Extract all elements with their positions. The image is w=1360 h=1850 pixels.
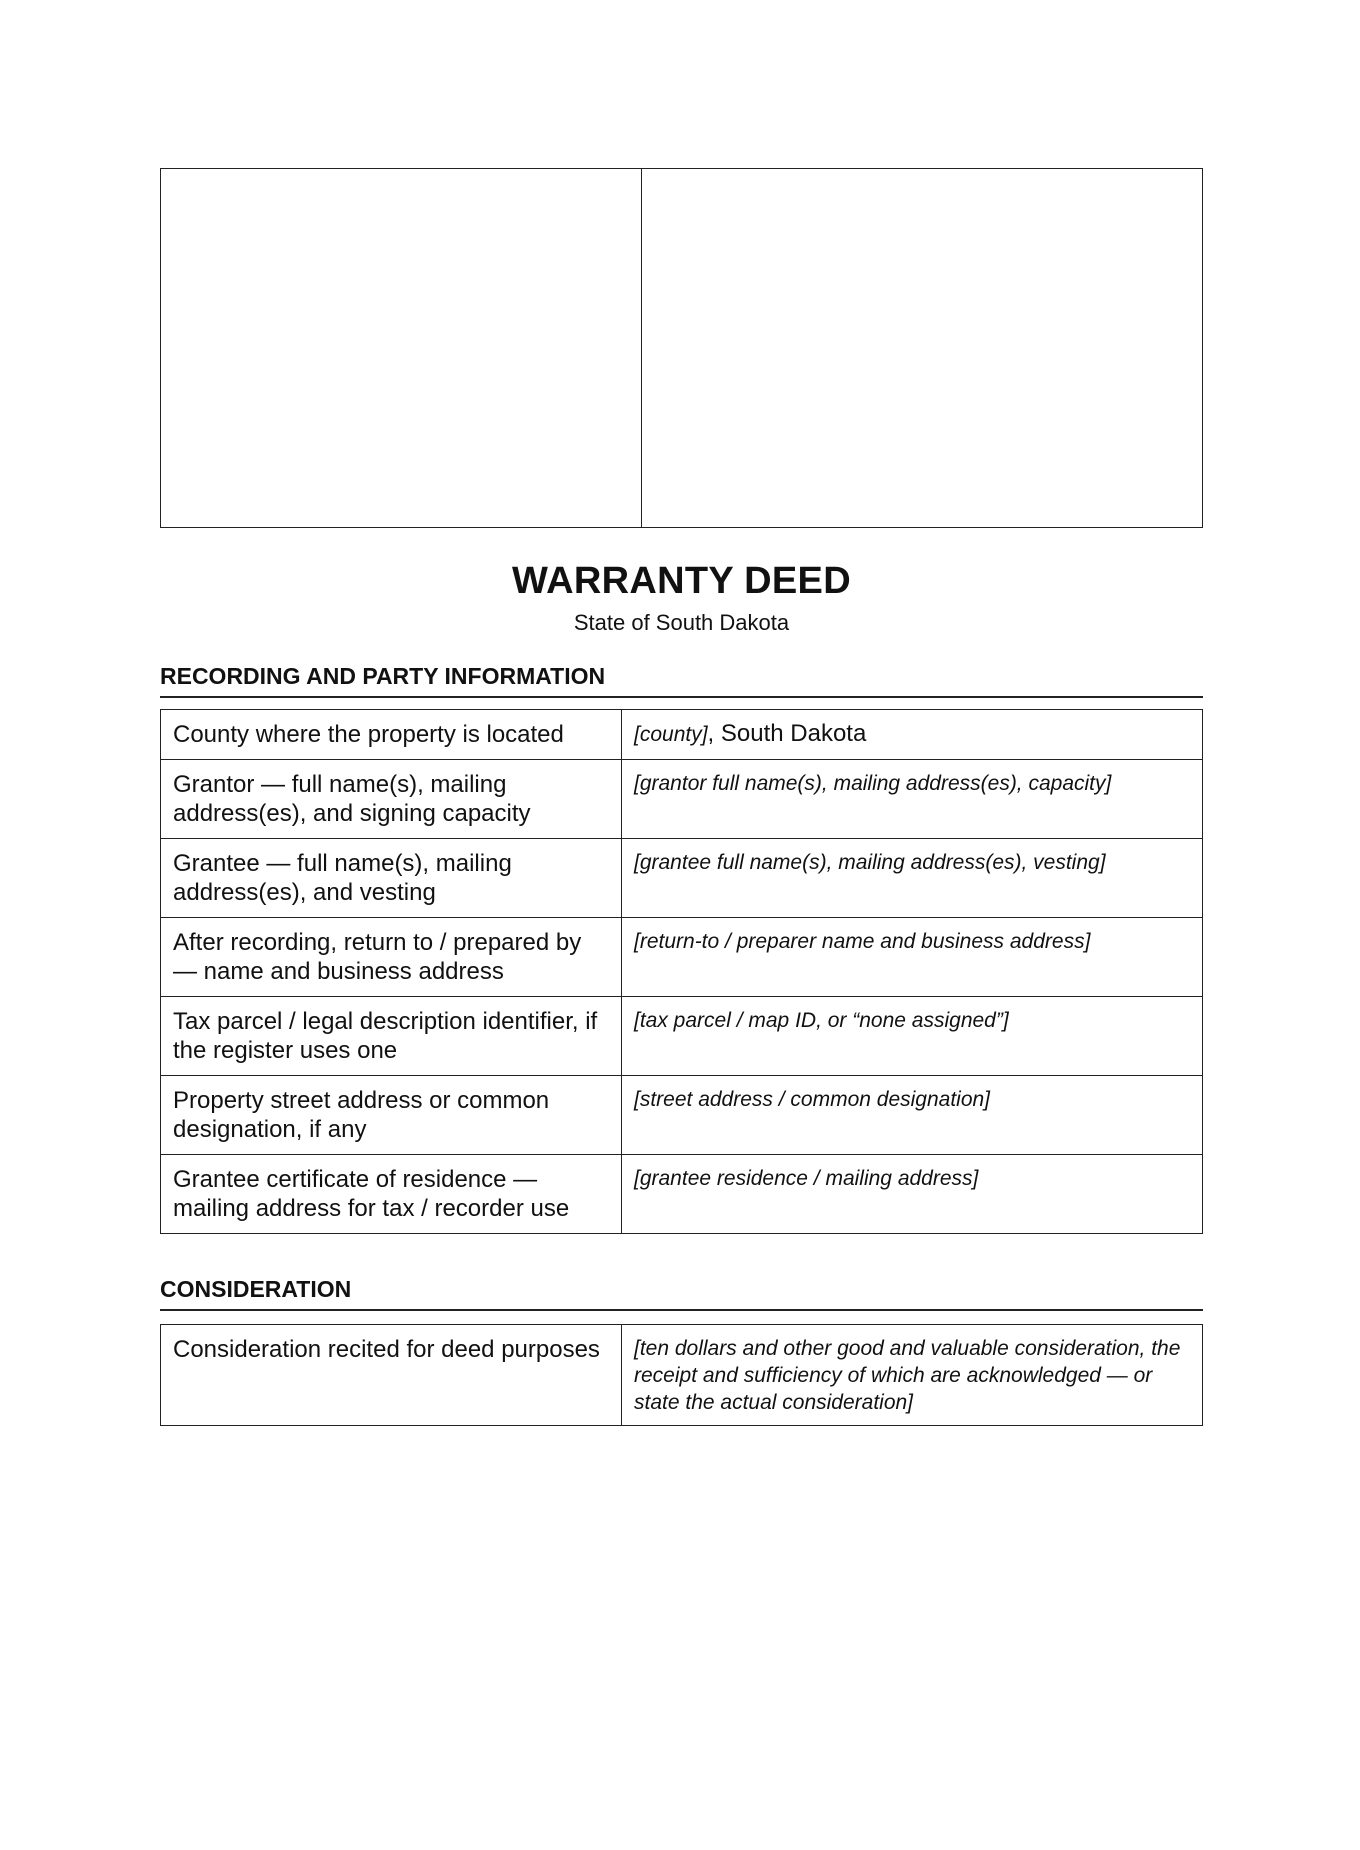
consideration-table: [160, 1324, 1203, 1426]
document-title: WARRANTY DEED: [512, 560, 851, 602]
table-row: [161, 1325, 1203, 1426]
row-label: After recording, return to / prepared by — name and business address: [161, 918, 622, 997]
row-value[interactable]: [grantor full name(s), mailing address(es), capacity]: [622, 760, 1203, 839]
row-label: County where the property is located: [161, 710, 622, 760]
table-row: [161, 710, 1203, 760]
row-value[interactable]: [tax parcel / map ID, or “none assigned”]: [622, 997, 1203, 1076]
row-label: Consideration recited for deed purposes: [161, 1325, 622, 1426]
row-value[interactable]: [ten dollars and other good and valuable consideration, the receipt and sufficiency of which are acknowledged — or state the actual consideration]: [622, 1325, 1203, 1426]
row-value[interactable]: [grantee residence / mailing address]: [622, 1155, 1203, 1234]
table-row: [161, 918, 1203, 997]
row-value[interactable]: [grantee full name(s), mailing address(es), vesting]: [622, 839, 1203, 918]
table-row: [161, 997, 1203, 1076]
row-label: Property street address or common designation, if any: [161, 1076, 622, 1155]
recording-party-table: [160, 709, 1203, 1234]
recording-stamp-right-cell: [642, 169, 1202, 527]
row-value[interactable]: [street address / common designation]: [622, 1076, 1203, 1155]
document-subtitle: State of South Dakota: [573, 610, 790, 635]
county-suffix: , South Dakota: [707, 720, 867, 747]
row-value[interactable]: [622, 710, 1203, 760]
recording-stamp-area: [160, 168, 1203, 528]
recording-stamp-left-cell: [161, 169, 642, 527]
table-row: [161, 1155, 1203, 1234]
row-label: Grantee — full name(s), mailing address(es), and vesting: [161, 839, 622, 918]
table-row: [161, 839, 1203, 918]
section-heading-consideration: CONSIDERATION: [160, 1276, 1203, 1311]
table-row: [161, 760, 1203, 839]
row-value[interactable]: [return-to / preparer name and business address]: [622, 918, 1203, 997]
row-label: Grantor — full name(s), mailing address(es), and signing capacity: [161, 760, 622, 839]
county-placeholder: [county]: [634, 723, 708, 746]
section-heading-recording: RECORDING AND PARTY INFORMATION: [160, 663, 1203, 698]
row-label: Tax parcel / legal description identifier, if the register uses one: [161, 997, 622, 1076]
table-row: [161, 1076, 1203, 1155]
row-label: Grantee certificate of residence — mailing address for tax / recorder use: [161, 1155, 622, 1234]
